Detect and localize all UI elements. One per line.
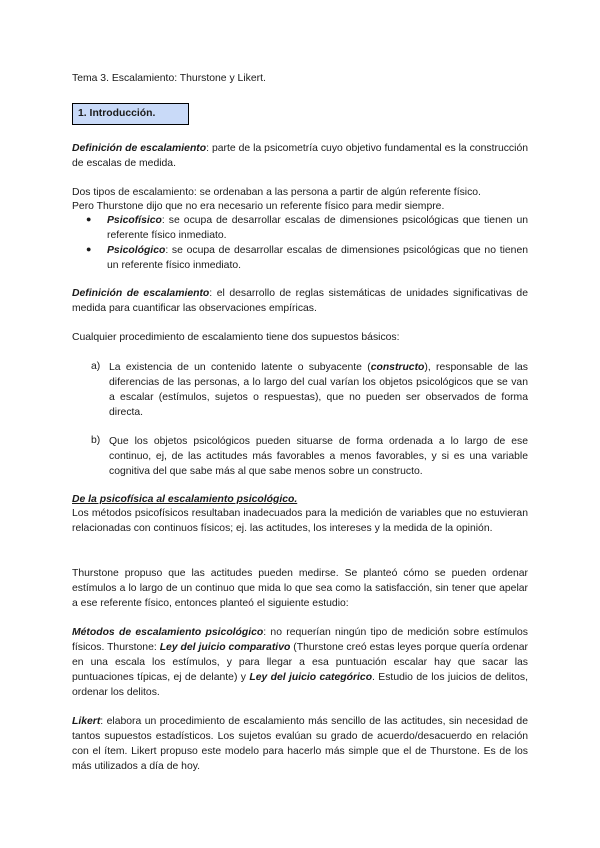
paragraph-thurstone: Thurstone propuso que las actitudes pueden medirse. Se planteó cómo se pueden ordenar estímulos a lo largo de un continuo que mida lo que sea como la satisfacción, sin tener que apelar a ese referente físico, entonces planteó el siguiente estudio:: [72, 568, 528, 609]
list-item-b: Que los objetos psicológicos pueden situarse de forma ordenada a lo largo de ese continuo, ej, de las actitudes más favorables a menos favorables, y si es una variable cognitiva del que sabe más al que sabe menos sobre un constructo.: [109, 436, 528, 477]
bullet-icon: ●: [86, 244, 92, 254]
list-marker-b: b): [91, 435, 101, 446]
list-marker-a: a): [91, 361, 101, 372]
paragraph-psicofisicos: Los métodos psicofísicos resultaban inadecuados para la medición de variables que no estuvieran relacionadas con continuos físicos; ej. las actitudes, los intereses y la medida de la opinión.: [72, 508, 528, 534]
list-item-psicofisico: Psicofísico: se ocupa de desarrollar escalas de dimensiones psicológicas que tienen un referente físico inmediato.: [107, 215, 528, 241]
paragraph-metodos: Métodos de escalamiento psicológico: no requerían ningún tipo de medición sobre estímulos físicos. Thurstone: Ley del juicio comparativo (Thurstone creó estas leyes porque quería ordenar en una escala los estímulos, y para llegar a esa puntuación escalar hay que sacar las puntuaciones típicas, ej de delante) y Ley del juicio categórico. Estudio de los juicios de delitos, ordenar los delitos.: [72, 627, 529, 698]
list-item-psicologico: Psicológico: se ocupa de desarrollar escalas de dimensiones psicológicas que no tienen un referente físico inmediato.: [107, 245, 528, 271]
section-title-psicofisica: De la psicofísica al escalamiento psicológico.: [72, 494, 298, 505]
term-definicion: Definición de escalamiento: [72, 143, 207, 154]
section-heading-introduccion: 1. Introducción.: [72, 103, 189, 125]
types-line-1: Dos tipos de escalamiento: se ordenaban a las persona a partir de algún referente físico.: [72, 187, 481, 198]
list-item-a: La existencia de un contenido latente o subyacente (constructo), responsable de las diferencias de las personas, a lo largo del cual varían los objetos psicológicos que se van a escalar (estímulos, sujetos o respuestas), que no pueden ser observados de forma directa.: [109, 362, 528, 418]
types-line-2: Pero Thurstone dijo que no era necesario un referente físico para medir siempre.: [72, 201, 445, 212]
assumptions-intro: Cualquier procedimiento de escalamiento tiene dos supuestos básicos:: [72, 332, 400, 343]
paragraph-definition-1: Definición de escalamiento: parte de la psicometría cuyo objetivo fundamental es la construcción de escalas de medida.: [72, 143, 528, 169]
paragraph-definition-2: Definición de escalamiento: el desarrollo de reglas sistemáticas de unidades significativas de medida para cuantificar las observaciones empíricas.: [72, 288, 528, 314]
paragraph-likert: Likert: elabora un procedimiento de escalamiento más sencillo de las actitudes, sin necesidad de tantos supuestos estadísticos. Los sujetos evalúan su grado de acuerdo/desacuerdo en relación con el ítem. Likert propuso este modelo para hacerlo más simple que el de Thurstone. Es de los más utilizados a día de hoy.: [72, 716, 528, 772]
bullet-icon: ●: [86, 214, 92, 224]
document-title: Tema 3. Escalamiento: Thurstone y Likert.: [72, 73, 266, 84]
